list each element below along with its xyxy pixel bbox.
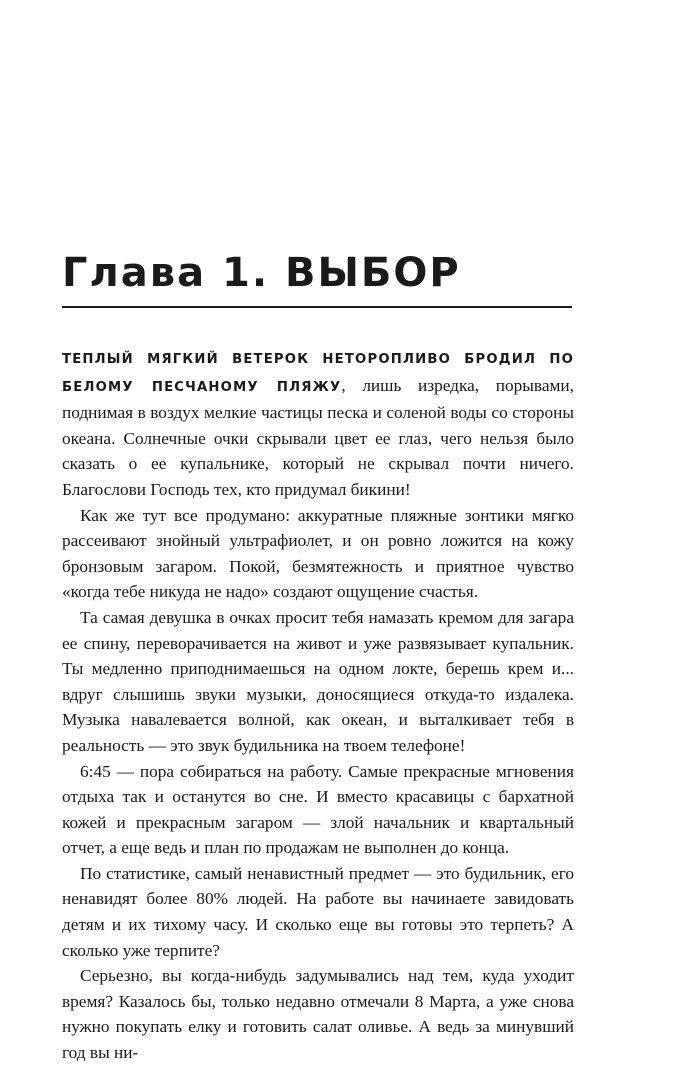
paragraph-5: По статистике, самый ненавистный предмет — это будильник, его ненавидят более 80% людей. На работе вы начинаете завидовать детям и их тихому часу. И сколько еще вы готовы это терпеть? А сколько уже терпите? [62,863,574,960]
title-rule [62,306,572,308]
paragraph-2: Как же тут все продумано: аккуратные пляжные зонтики мягко рассеивают знойный ультрафиолет, и он ровно ложится на кожу бронзовым загаром. Покой, безмятежность и приятное чувство «когда тебе никуда не надо» создают ощущение счастья. [62,505,574,602]
paragraph-1 [62,345,574,503]
paragraph-3: Та самая девушка в очках просит тебя намазать кремом для загара ее спину, переворачивается на живот и уже развязывает купальник. Ты медленно приподнимаешься на одном локте, берешь крем и... вдруг слышишь звуки музыки, доносящиеся откуда-то издалека. Музыка навалевается волной, как океан, и выталкивает тебя в реальность — это звук будильника на твоем телефоне! [62,607,574,755]
lead-in-text: ТЕПЛЫЙ МЯГКИЙ ВЕТЕРОК НЕТОРОПЛИВО БРОДИЛ ПО БЕЛОМУ ПЕСЧАНОМУ ПЛЯЖУ [62,352,574,395]
paragraph-1-rest: , лишь изредка, порывами, поднимая в воздух мелкие частицы песка и соленой воды со стороны океана. Солнечные очки скрывали цвет ее глаз, чего нельзя было сказать о ее купальнике, который не скрывал почти ничего. Благослови Господь тех, кто придумал бикини! [62,375,574,499]
chapter-title: Глава 1. ВЫБОР [62,250,461,296]
paragraph-6: Серьезно, вы когда-нибудь задумывались над тем, куда уходит время? Казалось бы, только недавно отмечали 8 Марта, а уже снова нужно покупать елку и готовить салат оливье. А ведь за минувший год вы ни- [62,966,574,1063]
paragraph-4: 6:45 — пора собираться на работу. Самые прекрасные мгновения отдыха так и останутся во сне. И вместо красавицы с бархатной кожей и прекрасным загаром — злой начальник и квартальный отчет, а еще ведь и план по продажам не выполнен до конца. [62,761,574,858]
chapter-body [62,345,574,1066]
